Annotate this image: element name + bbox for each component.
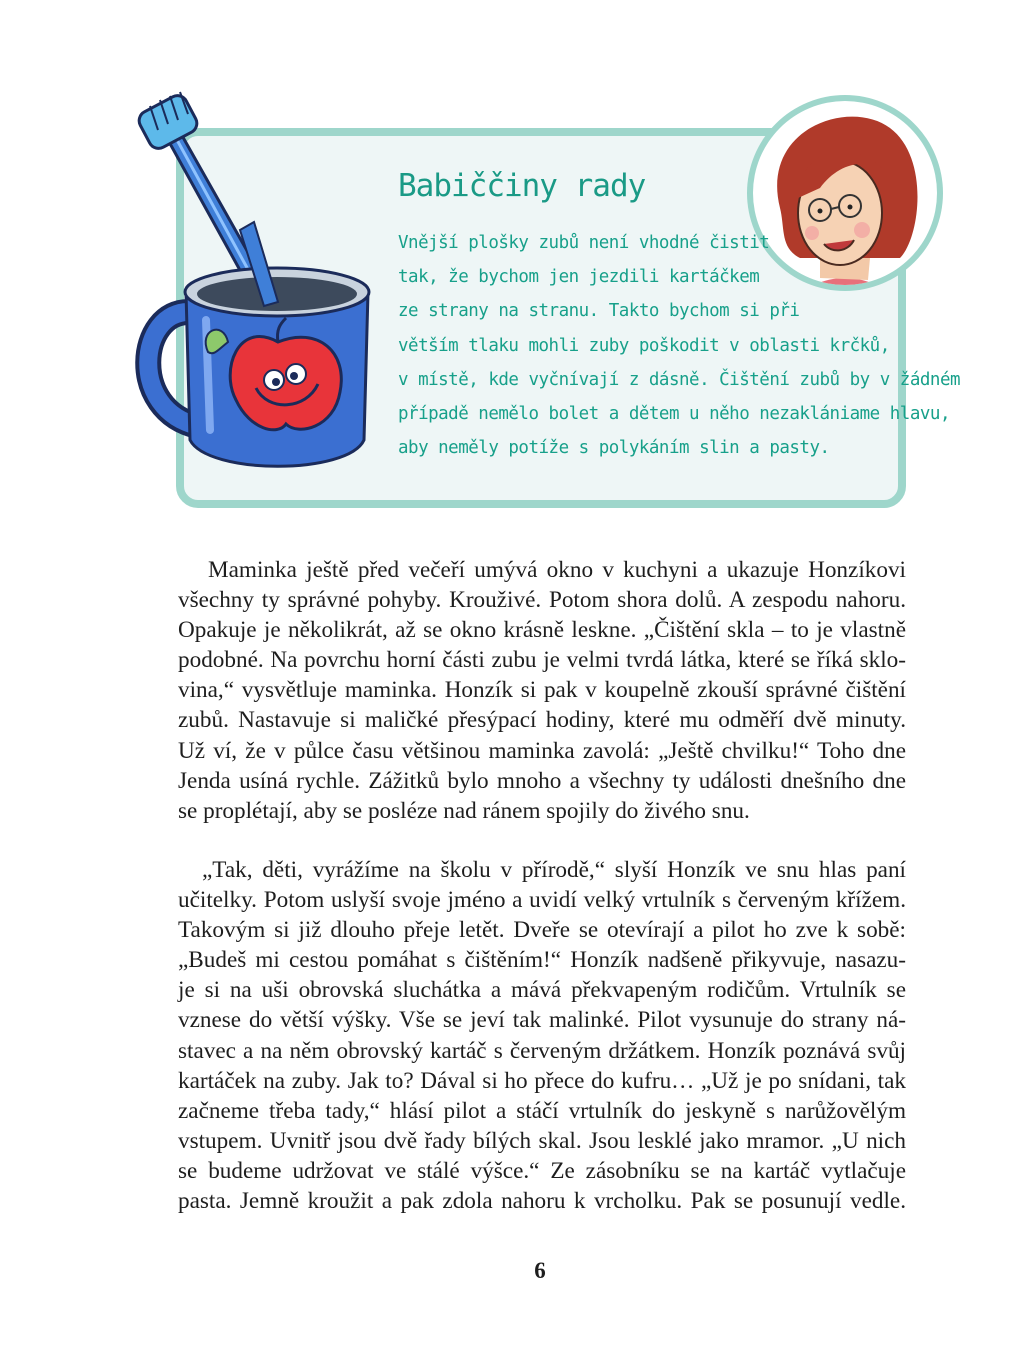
text-line: vznese do větší výšky. Vše se jeví tak malinké. Pilot vysunuje do strany ná- (178, 1007, 906, 1034)
page-number: 6 (534, 1258, 546, 1283)
text-line: podobné. Na povrchu horní části zubu je velmi tvrdá látka, které se říká sklo- (178, 647, 906, 674)
text-line: „Budeš mi cestou pomáhat s čištěním!“ Honzík nadšeně přikyvuje, nasazu- (178, 947, 906, 974)
tip-line: ze strany na stranu. Takto bychom si při (398, 301, 800, 322)
text-line: učitelky. Potom uslyší svoje jméno a uvidí velký vrtulník s červeným křížem. (178, 887, 906, 914)
text-line: zubů. Nastavuje si maličké přesýpací hodiny, které mu odměří dvě minuty. (178, 707, 906, 734)
text-line: Maminka ještě před večeří umývá okno v kuchyni a ukazuje Honzíkovi (208, 557, 906, 583)
text-line: je si na uši obrovská sluchátka a mává překvapeným rodičům. Vrtulník se (178, 977, 906, 1004)
text-line: Takovým si již dlouho přeje letět. Dveře se otevírají a pilot ho zve k sobě: (178, 917, 906, 944)
paragraph-2 (178, 855, 906, 1216)
tip-line: tak, že bychom jen jezdili kartáčkem (398, 267, 760, 288)
tip-line: aby neměly potíže s polykáním slin a pasty. (398, 438, 830, 459)
tip-line: v místě, kde vyčnívají z dásně. Čištění zubů by v žádném (398, 369, 961, 390)
tip-line: Vnější plošky zubů není vhodné čistit (398, 233, 770, 253)
text-line: kartáček na zuby. Jak to? Dával si ho přece do kufru… „Už je po snídani, tak (178, 1067, 906, 1094)
text-line: stavec a na něm obrovský kartáč s červeným držátkem. Honzík poznává svůj (178, 1037, 906, 1064)
tip-line: případě nemělo bolet a dětem u něho nezaklániame hlavu, (398, 404, 950, 425)
tip-text (398, 226, 961, 465)
text-line: začneme třeba tady,“ hlásí pilot a stáčí vrtulník do jeskyně s narůžovělým (178, 1097, 906, 1124)
text-line: se proplétají, aby se posléze nad ránem spojily do živého snu. (178, 797, 750, 824)
tip-line: větším tlaku mohli zuby poškodit v oblasti krčků, (398, 335, 890, 356)
tip-title: Babiččiny rady (398, 168, 646, 204)
paragraph-1 (178, 555, 906, 826)
text-line: vina,“ vysvětluje maminka. Honzík si pak v koupelně zkouší správné čištění (178, 677, 906, 704)
text-line: Už ví, že v půlce času většinou maminka zavolá: „Ještě chvilku!“ Toho dne (178, 737, 906, 764)
text-line: se budeme udržovat ve stálé výšce.“ Ze zásobníku se na kartáč vytlačuje (178, 1157, 906, 1184)
mug-toothbrush-illustration (128, 80, 388, 490)
text-line: Jenda usíná rychle. Zážitků bylo mnoho a všechny ty události dnešního dne (178, 767, 906, 794)
text-line: Opakuje je několikrát, až se okno krásně leskne. „Čištění skla – to je vlastně (178, 617, 906, 644)
text-line: vstupem. Uvnitř jsou dvě řady bílých skal. Jsou lesklé jako mramor. „U nich (178, 1127, 906, 1154)
text-line: pasta. Jemně kroužit a pak zdola nahoru k vrcholku. Pak se posunují vedle. (178, 1188, 906, 1215)
text-line: všechny ty správné pohyby. Krouživé. Potom shora dolů. A zespodu nahoru. (178, 587, 906, 614)
text-line: „Tak, děti, vyrážíme na školu v přírodě,“ slyší Honzík ve snu hlas paní (202, 857, 906, 883)
